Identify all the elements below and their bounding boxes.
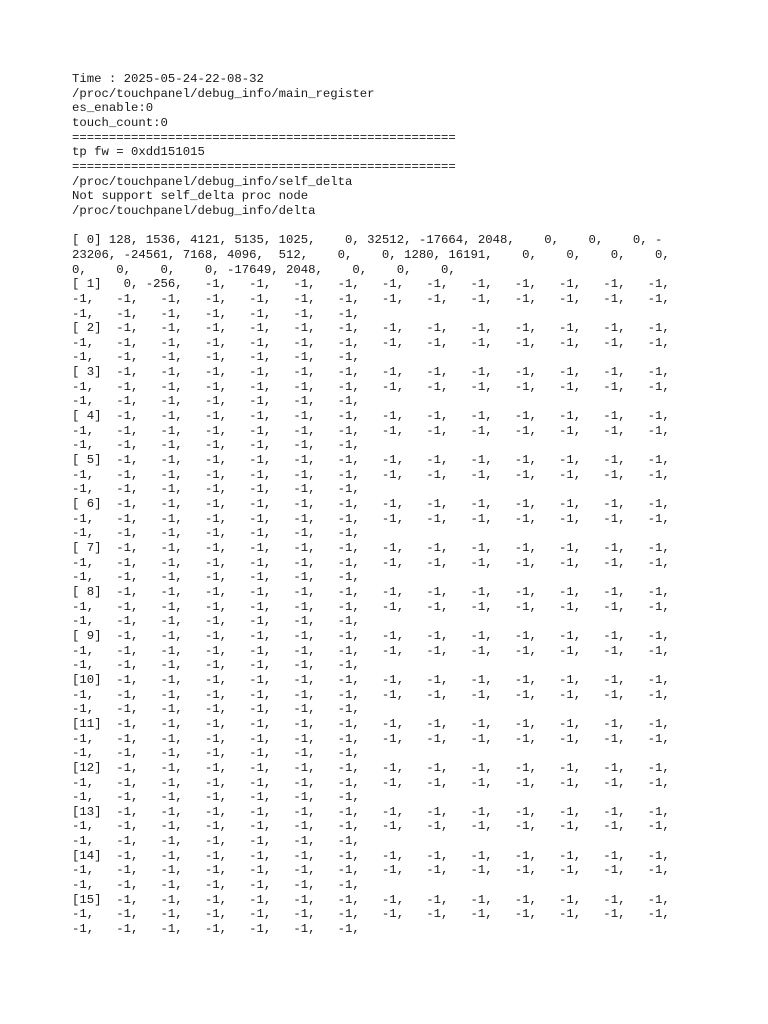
delta-row xyxy=(72,585,702,629)
delta-row-line: -1, -1, -1, -1, -1, -1, -1, xyxy=(72,834,360,849)
delta-row-line: -1, -1, -1, -1, -1, -1, -1, xyxy=(72,482,360,497)
delta-row xyxy=(72,849,702,893)
delta-path: /proc/touchpanel/debug_info/delta xyxy=(72,203,316,218)
delta-row-line: -1, -1, -1, -1, -1, -1, -1, xyxy=(72,658,360,673)
delta-row-line: -1, -1, -1, -1, -1, -1, -1, -1, -1, -1, -1, -1, -1, -1, xyxy=(72,423,670,438)
debug-log-document xyxy=(72,72,702,937)
delta-row-line: -1, -1, -1, -1, -1, -1, -1, -1, -1, -1, -1, -1, -1, -1, xyxy=(72,379,670,394)
delta-row xyxy=(72,541,702,585)
self-delta-status: Not support self_delta proc node xyxy=(72,189,309,204)
delta-row-line: [ 7] -1, -1, -1, -1, -1, -1, -1, -1, -1, -1, -1, -1, -1, xyxy=(72,541,670,555)
delta-row xyxy=(72,805,702,849)
delta-row-line: -1, -1, -1, -1, -1, -1, -1, xyxy=(72,526,360,541)
delta-row-line: -1, -1, -1, -1, -1, -1, -1, -1, -1, -1, -1, -1, -1, -1, xyxy=(72,467,670,482)
delta-row xyxy=(72,365,702,409)
delta-row-line: -1, -1, -1, -1, -1, -1, -1, -1, -1, -1, -1, -1, -1, -1, xyxy=(72,643,670,658)
delta-row xyxy=(72,673,702,717)
delta-row-line: -1, -1, -1, -1, -1, -1, -1, -1, -1, -1, -1, -1, -1, -1, xyxy=(72,687,670,702)
delta-row-line: -1, -1, -1, -1, -1, -1, -1, xyxy=(72,790,360,805)
delta-row-line: [13] -1, -1, -1, -1, -1, -1, -1, -1, -1, -1, -1, -1, -1, xyxy=(72,804,670,819)
delta-row-line: -1, -1, -1, -1, -1, -1, -1, -1, -1, -1, -1, -1, -1, -1, xyxy=(72,775,670,790)
delta-row-line: -1, -1, -1, -1, -1, -1, -1, -1, -1, -1, -1, -1, -1, -1, xyxy=(72,335,670,350)
delta-row-line: [ 0] 128, 1536, 4121, 5135, 1025, 0, 32512, -17664, 2048, 0, 0, 0, - xyxy=(72,233,663,248)
delta-row-line: -1, -1, -1, -1, -1, -1, -1, -1, -1, -1, -1, -1, -1, -1, xyxy=(72,511,670,526)
delta-row-line: -1, -1, -1, -1, -1, -1, -1, xyxy=(72,746,360,761)
delta-row-line: [15] -1, -1, -1, -1, -1, -1, -1, -1, -1, -1, -1, -1, -1, xyxy=(72,892,670,907)
es-enable-line: es_enable:0 xyxy=(72,101,154,116)
delta-row-line: -1, -1, -1, -1, -1, -1, -1, -1, -1, -1, -1, -1, -1, -1, xyxy=(72,907,670,922)
delta-row-line: -1, -1, -1, -1, -1, -1, -1, -1, -1, -1, -1, -1, -1, -1, xyxy=(72,555,670,570)
delta-row-line: -1, -1, -1, -1, -1, -1, -1, xyxy=(72,570,360,585)
delta-row-line: -1, -1, -1, -1, -1, -1, -1, xyxy=(72,878,360,893)
delta-row-line: -1, -1, -1, -1, -1, -1, -1, xyxy=(72,922,360,937)
self-delta-path: /proc/touchpanel/debug_info/self_delta xyxy=(72,174,353,189)
delta-row-line: -1, -1, -1, -1, -1, -1, -1, -1, -1, -1, -1, -1, -1, -1, xyxy=(72,599,670,614)
delta-row-line: 23206, -24561, 7168, 4096, 512, 0, 0, 1280, 16191, 0, 0, 0, 0, xyxy=(72,247,670,262)
tp-fw-line: tp fw = 0xdd151015 xyxy=(72,145,205,160)
delta-row xyxy=(72,717,702,761)
delta-row-line: [ 5] -1, -1, -1, -1, -1, -1, -1, -1, -1, -1, -1, -1, -1, xyxy=(72,453,670,468)
delta-row-line: -1, -1, -1, -1, -1, -1, -1, xyxy=(72,614,360,629)
delta-row-line: -1, -1, -1, -1, -1, -1, -1, xyxy=(72,350,360,365)
delta-row xyxy=(72,233,702,277)
delta-row-line: [ 3] -1, -1, -1, -1, -1, -1, -1, -1, -1, -1, -1, -1, -1, xyxy=(72,365,670,380)
main-register-path: /proc/touchpanel/debug_info/main_register xyxy=(72,86,375,101)
delta-row xyxy=(72,629,702,673)
delta-row-line: -1, -1, -1, -1, -1, -1, -1, -1, -1, -1, -1, -1, -1, -1, xyxy=(72,863,670,878)
delta-row-line: -1, -1, -1, -1, -1, -1, -1, -1, -1, -1, -1, -1, -1, -1, xyxy=(72,731,670,746)
delta-row-line: [14] -1, -1, -1, -1, -1, -1, -1, -1, -1, -1, -1, -1, -1, xyxy=(72,848,670,863)
delta-row-line: [ 8] -1, -1, -1, -1, -1, -1, -1, -1, -1, -1, -1, -1, -1, xyxy=(72,584,670,599)
delta-row-line: [ 2] -1, -1, -1, -1, -1, -1, -1, -1, -1, -1, -1, -1, -1, xyxy=(72,321,670,336)
delta-table xyxy=(72,233,702,937)
delta-row-line: [11] -1, -1, -1, -1, -1, -1, -1, -1, -1, -1, -1, -1, -1, xyxy=(72,716,670,731)
blank-line xyxy=(72,219,702,234)
delta-row-line: -1, -1, -1, -1, -1, -1, -1, -1, -1, -1, -1, -1, -1, -1, xyxy=(72,291,670,306)
delta-row-line: [ 1] 0, -256, -1, -1, -1, -1, -1, -1, -1, -1, -1, -1, -1, xyxy=(72,277,670,292)
delta-row xyxy=(72,277,702,321)
separator-line: ==================================================== xyxy=(72,159,456,174)
delta-row-line: [12] -1, -1, -1, -1, -1, -1, -1, -1, -1, -1, -1, -1, -1, xyxy=(72,760,670,775)
delta-row-line: -1, -1, -1, -1, -1, -1, -1, xyxy=(72,438,360,453)
touch-count-line: touch_count:0 xyxy=(72,115,168,130)
delta-row-line: [ 4] -1, -1, -1, -1, -1, -1, -1, -1, -1, -1, -1, -1, -1, xyxy=(72,409,670,424)
delta-row-line: [10] -1, -1, -1, -1, -1, -1, -1, -1, -1, -1, -1, -1, -1, xyxy=(72,672,670,687)
delta-row xyxy=(72,409,702,453)
delta-row-line: -1, -1, -1, -1, -1, -1, -1, -1, -1, -1, -1, -1, -1, -1, xyxy=(72,819,670,834)
delta-row xyxy=(72,761,702,805)
delta-row xyxy=(72,893,702,937)
delta-row-line: -1, -1, -1, -1, -1, -1, -1, xyxy=(72,306,360,321)
delta-row-line: [ 6] -1, -1, -1, -1, -1, -1, -1, -1, -1, -1, -1, -1, -1, xyxy=(72,497,670,512)
timestamp-line: Time : 2025-05-24-22-08-32 xyxy=(72,72,264,86)
delta-row-line: -1, -1, -1, -1, -1, -1, -1, xyxy=(72,702,360,717)
delta-row-line: [ 9] -1, -1, -1, -1, -1, -1, -1, -1, -1, -1, -1, -1, -1, xyxy=(72,628,670,643)
separator-line: ==================================================== xyxy=(72,130,456,145)
delta-row xyxy=(72,497,702,541)
delta-row-line: -1, -1, -1, -1, -1, -1, -1, xyxy=(72,394,360,409)
delta-row xyxy=(72,321,702,365)
delta-row xyxy=(72,453,702,497)
delta-row-line: 0, 0, 0, 0, -17649, 2048, 0, 0, 0, xyxy=(72,262,456,277)
